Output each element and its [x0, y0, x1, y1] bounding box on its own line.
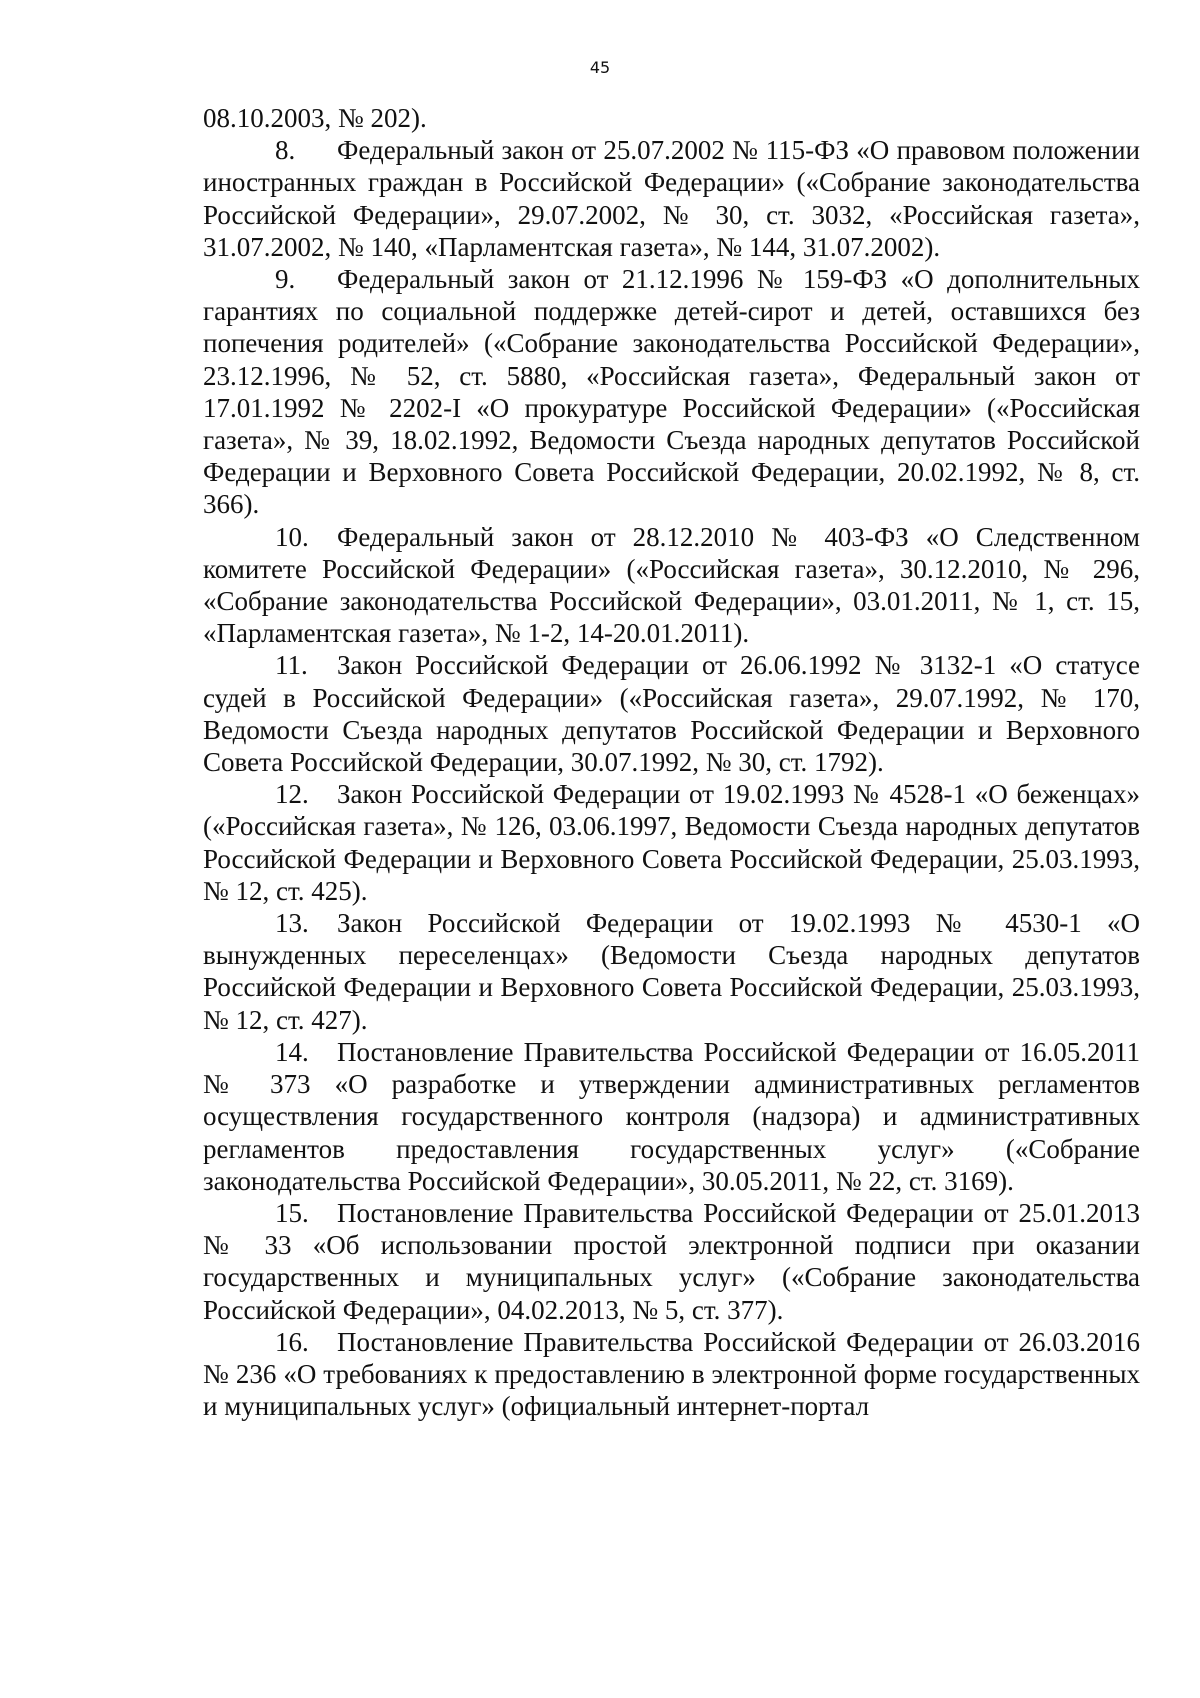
list-item [203, 1326, 1140, 1423]
list-item [203, 134, 1140, 263]
document-body [203, 102, 1140, 1422]
page-number: 45 [589, 58, 611, 77]
list-item-number: 12. [275, 779, 309, 810]
list-item-text: Федеральный закон от 21.12.1996 № 159-ФЗ «О дополнительных гарантиях по социальной поддержке детей-сирот и детей, оставшихся без попечения родителей» («Собрание законодательства Российской Федерации», 23.12.1996, № 52, ст. 5880, «Российская газета», Федеральный закон от 17.01.1992 № 2202-I «О прокуратуре Российской Федерации» («Российская газета», № 39, 18.02.1992, Ведомости Съезда народных депутатов Российской Федерации и Верховного Совета Российской Федерации, 20.02.1992, № 8, ст. 366). [203, 264, 1140, 520]
list-item-text: Закон Российской Федерации от 19.02.1993 № 4528-1 «О беженцах» («Российская газета», № 126, 03.06.1997, Ведомости Съезда народных депутатов Российской Федерации и Верховного Совета Российской Федерации, 25.03.1993, № 12, ст. 425). [203, 779, 1140, 906]
list-item [203, 1036, 1140, 1197]
list-item [203, 1197, 1140, 1326]
list-item-text: Федеральный закон от 25.07.2002 № 115-ФЗ «О правовом положении иностранных граждан в Российской Федерации» («Собрание законодательства Российской Федерации», 29.07.2002, № 30, ст. 3032, «Российская газета», 31.07.2002, № 140, «Парламентская газета», № 144, 31.07.2002). [203, 135, 1140, 262]
list-item-text: Постановление Правительства Российской Федерации от 26.03.2016 № 236 «О требованиях к предоставлению в электронной форме государственных и муниципальных услуг» (официальный интернет-портал [203, 1326, 1140, 1422]
list-item-text: Постановление Правительства Российской Федерации от 25.01.2013 № 33 «Об использовании простой электронной подписи при оказании государственных и муниципальных услуг» («Собрание законодательства Российской Федерации», 04.02.2013, № 5, ст. 377). [203, 1197, 1140, 1325]
list-item-number: 11. [275, 650, 308, 681]
list-item-number: 10. [275, 521, 309, 552]
list-item [203, 907, 1140, 1036]
paragraph-text: 08.10.2003, № 202). [203, 103, 427, 133]
list-item-number: 13. [275, 908, 309, 939]
list-item-number: 8. [275, 135, 296, 166]
list-item-text: Закон Российской Федерации от 26.06.1992 № 3132-1 «О статусе судей в Российской Федерации» («Российская газета», 29.07.1992, № 170, Ведомости Съезда народных депутатов Российской Федерации и Верховного Совета Российской Федерации, 30.07.1992, № 30, ст. 1792). [203, 650, 1140, 778]
list-item [203, 649, 1140, 778]
list-item-number: 16. [275, 1326, 309, 1357]
paragraph-continuation [203, 102, 1140, 134]
list-item-number: 15. [275, 1197, 309, 1228]
list-item-number: 9. [275, 264, 296, 295]
list-item [203, 778, 1140, 907]
list-item-text: Федеральный закон от 28.12.2010 № 403-ФЗ «О Следственном комитете Российской Федерации» («Российская газета», 30.12.2010, № 296, «Собрание законодательства Российской Федерации», 03.01.2011, № 1, ст. 15, «Парламентская газета», № 1-2, 14-20.01.2011). [203, 521, 1140, 649]
list-item-number: 14. [275, 1036, 309, 1067]
list-item-text: Закон Российской Федерации от 19.02.1993 № 4530-1 «О вынужденных переселенцах» (Ведомости Съезда народных депутатов Российской Федерации и Верховного Совета Российской Федерации, 25.03.1993, № 12, ст. 427). [203, 908, 1140, 1035]
list-item [203, 263, 1140, 521]
list-item-text: Постановление Правительства Российской Федерации от 16.05.2011 № 373 «О разработке и утверждении административных регламентов осуществления государственного контроля (надзора) и административных регламентов предоставления государственных услуг» («Собрание законодательства Российской Федерации», 30.05.2011, № 22, ст. 3169). [203, 1036, 1140, 1196]
list-item [203, 521, 1140, 650]
